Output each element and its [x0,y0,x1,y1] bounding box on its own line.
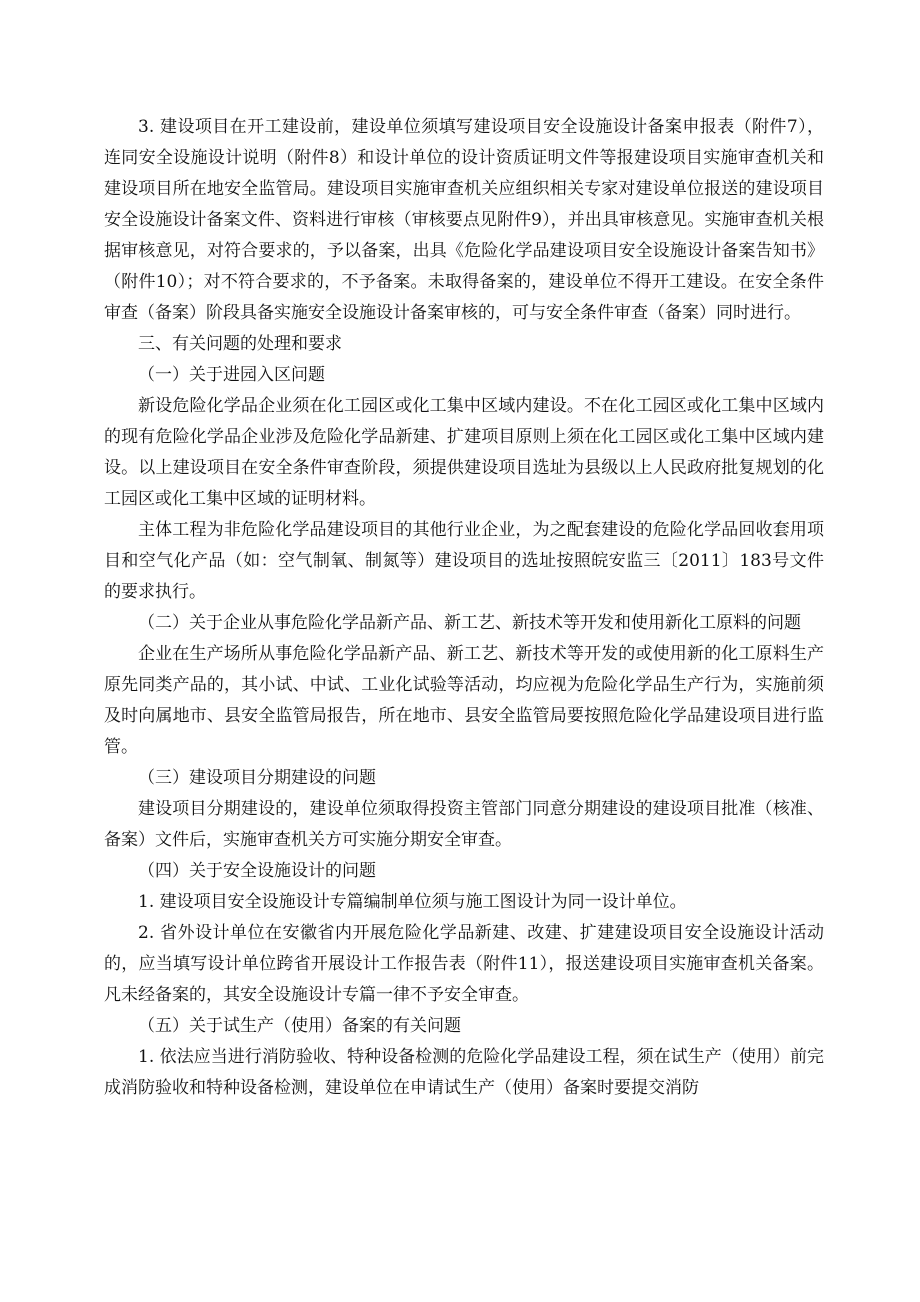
paragraph: 企业在生产场所从事危险化学品新产品、新工艺、新技术等开发的或使用新的化工原料生产原先同类产品的，其小试、中试、工业化试验等活动，均应视为危险化学品生产行为，实施前须及时向属地市、县安全监管局报告，所在地市、县安全监管局要按照危险化学品建设项目进行监管。 [104,644,824,757]
paragraph-item-1: 1. 依法应当进行消防验收、特种设备检测的危险化学品建设工程，须在试生产（使用）前完成消防验收和特种设备检测，建设单位在申请试生产（使用）备案时要提交消防 [104,1047,824,1098]
subsection-heading-2: （二）关于企业从事危险化学品新产品、新工艺、新技术等开发和使用新化工原料的问题 [138,613,801,633]
subsection-heading-3: （三）建设项目分期建设的问题 [138,768,376,788]
paragraph-item-1: 1. 建设项目安全设施设计专篇编制单位须与施工图设计为同一设计单位。 [138,892,687,912]
section-heading-3: 三、有关问题的处理和要求 [138,334,342,354]
paragraph: 建设项目分期建设的，建设单位须取得投资主管部门同意分期建设的建设项目批准（核准、备案）文件后，实施审查机关方可实施分期安全审查。 [104,799,824,850]
subsection-heading-5: （五）关于试生产（使用）备案的有关问题 [138,1016,461,1036]
subsection-heading-1: （一）关于进园入区问题 [138,365,325,385]
paragraph: 主体工程为非危险化学品建设项目的其他行业企业，为之配套建设的危险化学品回收套用项目和空气化产品（如：空气制氧、制氮等）建设项目的选址按照皖安监三〔2011〕183号文件的要求执行。 [104,520,824,602]
document-page [104,112,824,1104]
paragraph-item-3: 3. 建设项目在开工建设前，建设单位须填写建设项目安全设施设计备案申报表（附件7），连同安全设施设计说明（附件8）和设计单位的设计资质证明文件等报建设项目实施审查机关和建设项目所在地安全监管局。建设项目实施审查机关应组织相关专家对建设单位报送的建设项目安全设施设计备案文件、资料进行审核（审核要点见附件9），并出具审核意见。实施审查机关根据审核意见，对符合要求的，予以备案，出具《危险化学品建设项目安全设施设计备案告知书》（附件10）；对不符合要求的，不予备案。未取得备案的，建设单位不得开工建设。在安全条件审查（备案）阶段具备实施安全设施设计备案审核的，可与安全条件审查（备案）同时进行。 [104,117,824,323]
paragraph: 新设危险化学品企业须在化工园区或化工集中区域内建设。不在化工园区或化工集中区域内的现有危险化学品企业涉及危险化学品新建、扩建项目原则上须在化工园区或化工集中区域内建设。以上建设项目在安全条件审查阶段，须提供建设项目选址为县级以上人民政府批复规划的化工园区或化工集中区域的证明材料。 [104,396,824,509]
subsection-heading-4: （四）关于安全设施设计的问题 [138,861,376,881]
paragraph-item-2: 2. 省外设计单位在安徽省内开展危险化学品新建、改建、扩建建设项目安全设施设计活动的，应当填写设计单位跨省开展设计工作报告表（附件11），报送建设项目实施审查机关备案。凡未经备案的，其安全设施设计专篇一律不予安全审查。 [104,923,824,1005]
